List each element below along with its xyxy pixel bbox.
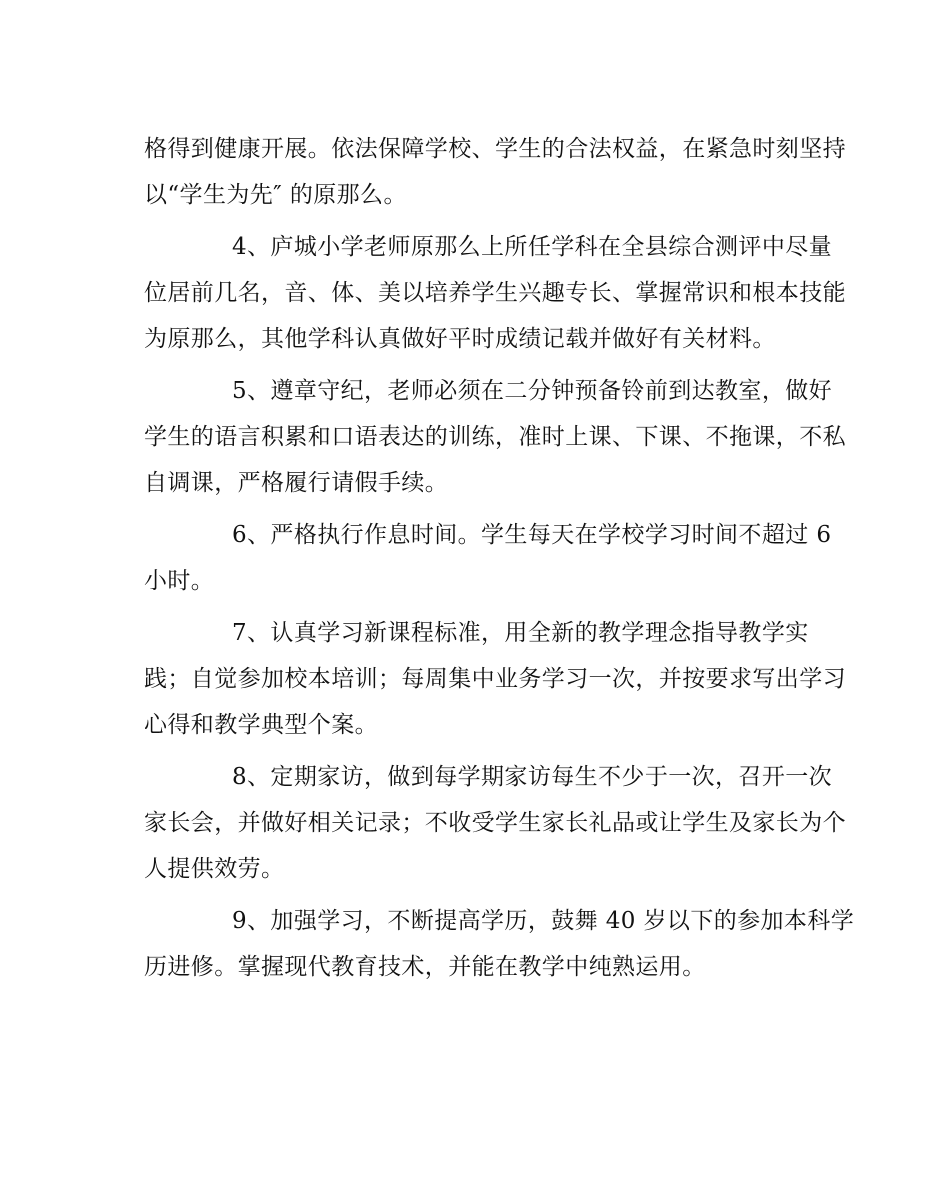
paragraph-line: 格得到健康开展。依法保障学校、学生的合法权益，在紧急时刻坚持 xyxy=(144,136,846,162)
paragraph-item-5 xyxy=(144,368,846,506)
paragraph-line: 位居前几名，音、体、美以培养学生兴趣专长、掌握常识和根本技能 xyxy=(144,280,846,306)
paragraph-line: 心得和教学典型个案。 xyxy=(144,712,378,738)
paragraph-line: 自调课，严格履行请假手续。 xyxy=(144,470,449,496)
paragraph-line: 6、严格执行作息时间。学生每天在学校学习时间不超过 6 xyxy=(232,522,832,548)
paragraph-line: 5、遵章守纪，老师必须在二分钟预备铃前到达教室，做好 xyxy=(232,378,833,404)
paragraph-item-6 xyxy=(144,512,832,604)
paragraph-line: 以“学生为先″ 的原那么。 xyxy=(144,182,407,208)
paragraph-line: 历进修。掌握现代教育技术，并能在教学中纯熟运用。 xyxy=(144,954,706,980)
paragraph-line: 践；自觉参加校本培训；每周集中业务学习一次，并按要求写出学习 xyxy=(144,666,846,692)
paragraph-line: 9、加强学习，不断提高学历，鼓舞 40 岁以下的参加本科学 xyxy=(232,908,855,934)
paragraph-line: 家长会，并做好相关记录；不收受学生家长礼品或让学生及家长为个 xyxy=(144,810,846,836)
paragraph-line: 7、认真学习新课程标准，用全新的教学理念指导教学实 xyxy=(232,620,809,646)
paragraph-line: 8、定期家访，做到每学期家访每生不少于一次，召开一次 xyxy=(232,764,833,790)
document-body xyxy=(144,126,855,990)
paragraph-continuation xyxy=(144,126,846,218)
paragraph-line: 人提供效劳。 xyxy=(144,856,285,882)
paragraph-item-9 xyxy=(144,898,855,990)
paragraph-item-8 xyxy=(144,754,846,892)
paragraph-line: 小时。 xyxy=(144,568,215,594)
paragraph-line: 学生的语言积累和口语表达的训练，准时上课、下课、不拖课，不私 xyxy=(144,424,846,450)
paragraph-line: 4、庐城小学老师原那么上所任学科在全县综合测评中尽量 xyxy=(232,234,833,260)
paragraph-item-4 xyxy=(144,224,846,362)
paragraph-line: 为原那么，其他学科认真做好平时成绩记载并做好有关材料。 xyxy=(144,326,776,352)
paragraph-item-7 xyxy=(144,610,846,748)
